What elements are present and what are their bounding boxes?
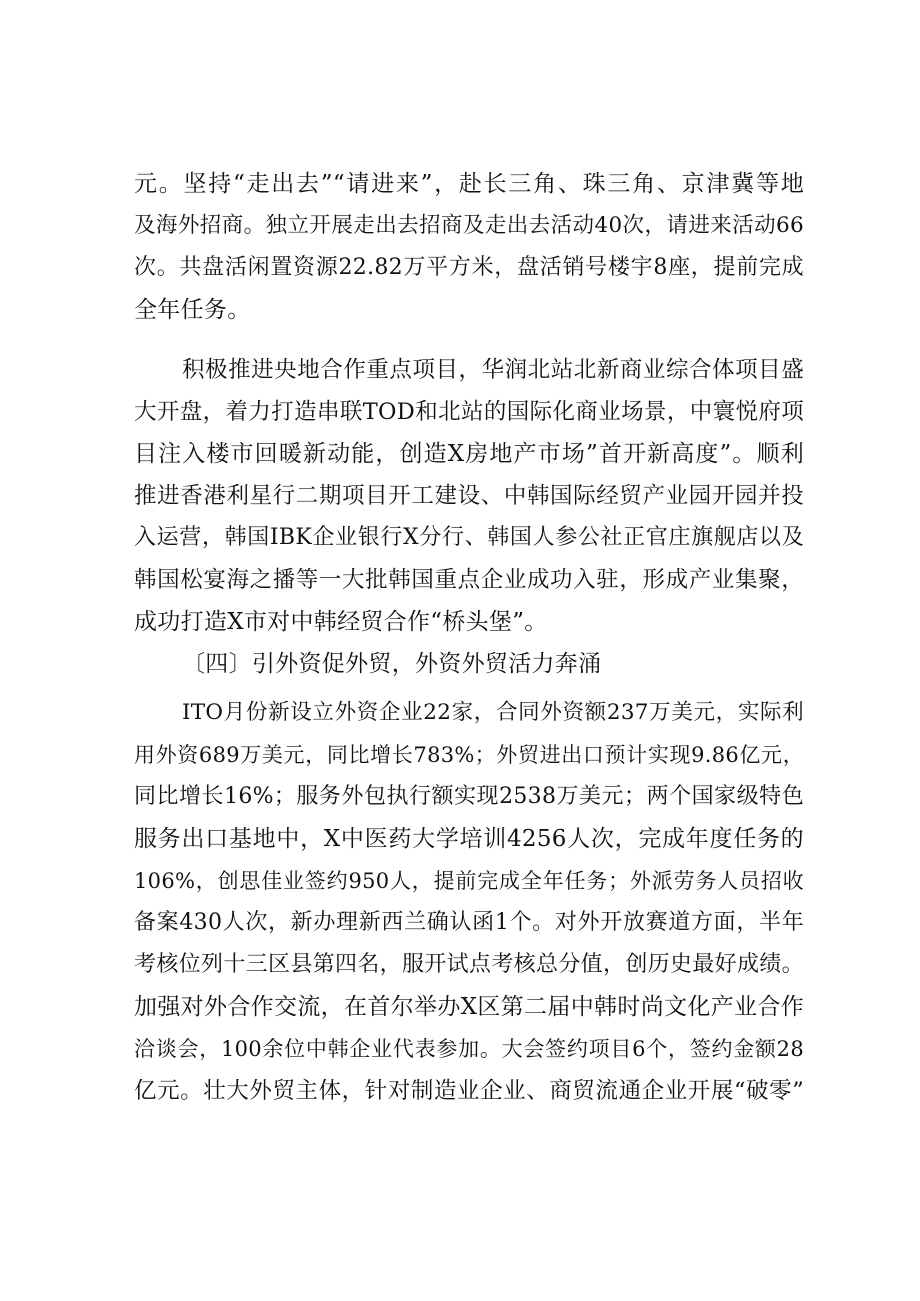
text-line: 加强对外合作交流，在首尔举办X区第二届中韩时尚文化产业合作 <box>134 994 804 1020</box>
text-line: 备案430人次，新办理新西兰确认函1个。对外开放赛道方面，半年 <box>134 910 804 935</box>
text-line: ITO月份新设立外资企业22家，合同外资额237万美元，实际利 <box>182 700 804 725</box>
text-line: 同比增长16%；服务外包执行额实现2538万美元；两个国家级特色 <box>134 784 804 809</box>
text-line: 考核位列十三区县第四名，服开试点考核总分值，创历史最好成绩。 <box>134 952 804 977</box>
text-line: 亿元。壮大外贸主体，针对制造业企业、商贸流通企业开展“破零” <box>134 1078 804 1104</box>
text-line: 韩国松宴海之播等一大批韩国重点企业成功入驻，形成产业集聚， <box>134 567 804 593</box>
text-line: 大开盘，着力打造串联TOD和北站的国际化商业场景，中寰悦府项 <box>134 399 804 425</box>
text-line: 积极推进央地合作重点项目，华润北站北新商业综合体项目盛 <box>182 357 804 383</box>
text-line: 目注入楼市回暖新动能，创造X房地产市场”首开新高度”。顺利 <box>134 441 804 467</box>
text-line: 全年任务。 <box>134 297 251 323</box>
text-line: 服务出口基地中，X中医药大学培训4256人次，完成年度任务的 <box>134 826 804 852</box>
text-line: 次。共盘活闲置资源22.82万平方米，盘活销号楼宇8座，提前完成 <box>134 255 804 280</box>
text-line: 洽谈会，100余位中韩企业代表参加。大会签约项目6个，签约金额28 <box>134 1037 804 1061</box>
text-line: 入运营，韩国IBK企业银行X分行、韩国人参公社正官庄旗舰店以及 <box>134 525 804 550</box>
text-line: 推进香港利星行二期项目开工建设、中韩国际经贸产业园开园并投 <box>134 483 804 509</box>
text-line: 成功打造X市对中韩经贸合作“桥头堡”。 <box>134 609 548 635</box>
text-line: 106%，创思佳业签约950人，提前完成全年任务；外派劳务人员招收 <box>134 869 804 893</box>
text-line: 元。坚持“走出去”“请进来”，赴长三角、珠三角、京津冀等地 <box>134 171 804 197</box>
section-heading: 〔四〕引外资促外贸，外资外贸活力奔涌 <box>182 651 602 677</box>
text-line: 用外资689万美元，同比增长783%；外贸进出口预计实现9.86亿元， <box>134 743 804 767</box>
text-line: 及海外招商。独立开展走出去招商及走出去活动40次，请进来活动66 <box>134 213 804 238</box>
